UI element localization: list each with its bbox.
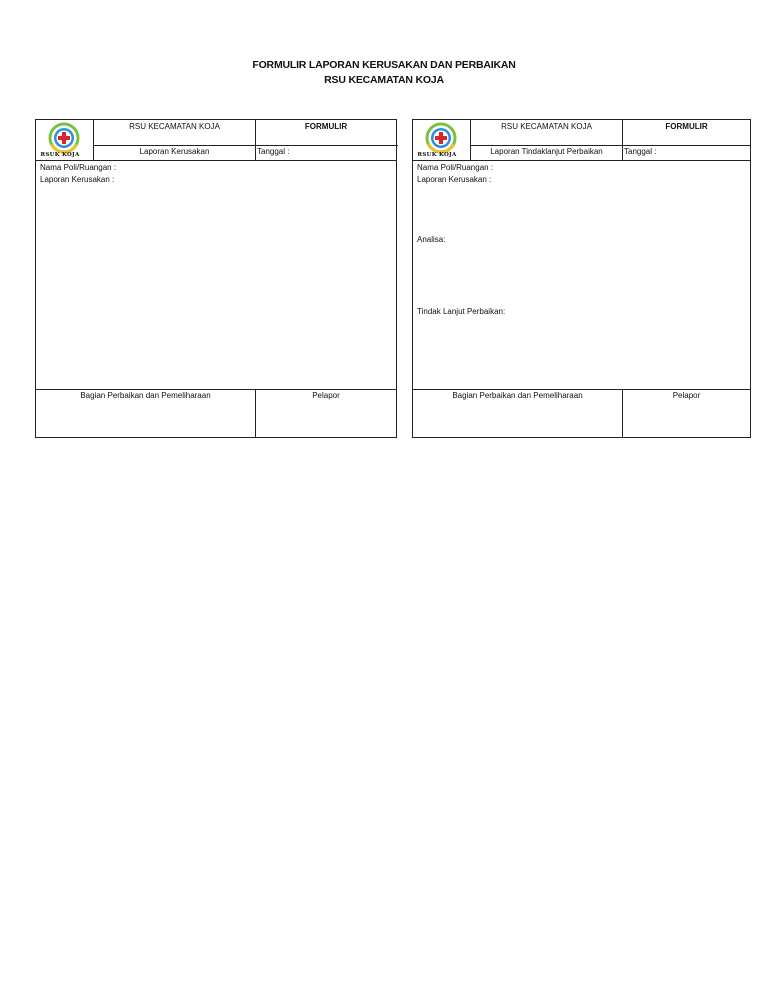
reporter-signature-label: Pelapor — [672, 391, 701, 400]
date-label: Tanggal : — [624, 147, 657, 156]
document-title — [0, 58, 768, 88]
date-label: Tanggal : — [257, 147, 290, 156]
form-subtitle: Laporan Kerusakan — [139, 147, 210, 156]
logo-caption: RSUK KOJA — [40, 152, 80, 158]
reporter-signature-label: Pelapor — [312, 391, 340, 400]
analysis-field-label: Analisa: — [417, 235, 446, 244]
title-line-1: FORMULIR LAPORAN KERUSAKAN DAN PERBAIKAN — [252, 59, 516, 71]
maintenance-signature-label: Bagian Perbaikan dan Pemeliharaan — [80, 391, 211, 400]
room-field-label: Nama Poli/Ruangan : — [417, 163, 494, 172]
damage-report-form — [35, 119, 397, 438]
damage-field-label: Laporan Kerusakan : — [40, 175, 115, 184]
org-name: RSU KECAMATAN KOJA — [501, 122, 592, 131]
form-subtitle: Laporan Tindaklanjut Perbaikan — [490, 147, 603, 156]
logo-caption: RSUK KOJA — [417, 152, 457, 158]
title-line-2: RSU KECAMATAN KOJA — [324, 74, 444, 86]
form-type: FORMULIR — [665, 122, 708, 131]
room-field-label: Nama Poli/Ruangan : — [40, 163, 117, 172]
maintenance-signature-label: Bagian Perbaikan dan Pemeliharaan — [452, 391, 583, 400]
repair-followup-form — [412, 119, 751, 438]
followup-field-label: Tindak Lanjut Perbaikan: — [417, 307, 506, 316]
form-type: FORMULIR — [304, 122, 348, 131]
damage-field-label: Laporan Kerusakan : — [417, 175, 492, 184]
org-name: RSU KECAMATAN KOJA — [129, 122, 220, 131]
